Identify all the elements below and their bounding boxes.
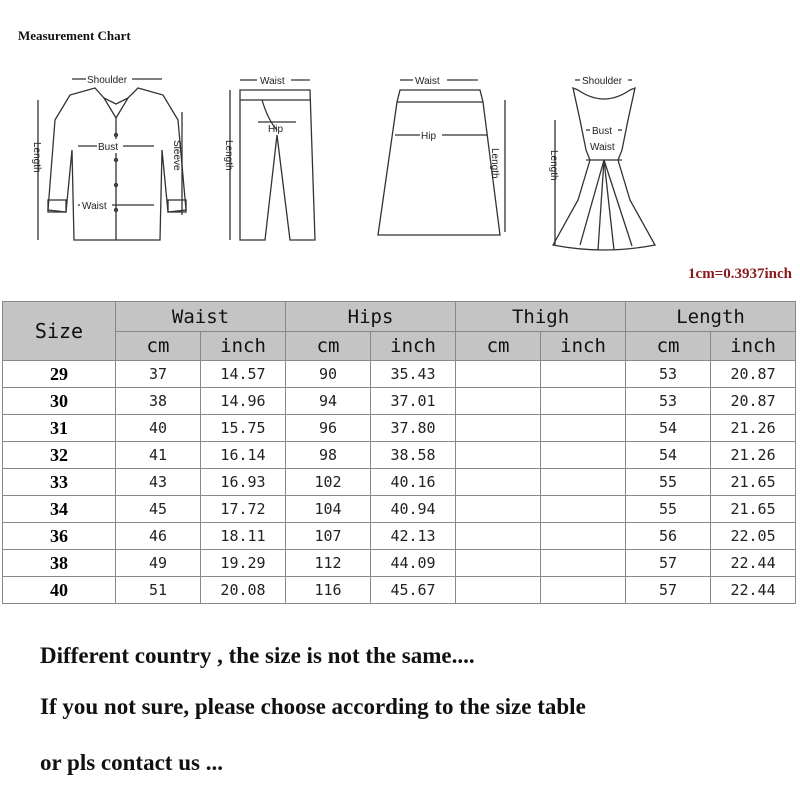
- size-value: 32: [3, 442, 116, 469]
- measurement-cell: [541, 523, 626, 550]
- unit-conversion-note: 1cm=0.3937inch: [688, 266, 792, 282]
- measurement-cell: 55: [626, 496, 711, 523]
- size-value: 31: [3, 415, 116, 442]
- unit-header: cm: [626, 332, 711, 361]
- unit-header: cm: [456, 332, 541, 361]
- pants-waist-label: Waist: [260, 76, 285, 87]
- measurement-cell: 54: [626, 415, 711, 442]
- measurement-cell: 20.87: [711, 388, 796, 415]
- measurement-cell: 112: [286, 550, 371, 577]
- measurement-cell: 19.29: [201, 550, 286, 577]
- measurement-cell: [541, 469, 626, 496]
- unit-header: inch: [541, 332, 626, 361]
- measurement-cell: 22.44: [711, 550, 796, 577]
- note-contact-us: or pls contact us ...: [40, 750, 223, 775]
- measurement-cell: 44.09: [371, 550, 456, 577]
- size-header: Size: [3, 302, 116, 361]
- dress-diagram: [548, 73, 655, 250]
- measurement-cell: 37.01: [371, 388, 456, 415]
- measurement-cell: 16.14: [201, 442, 286, 469]
- measurement-cell: [456, 415, 541, 442]
- measurement-cell: [541, 388, 626, 415]
- measurement-cell: 51: [116, 577, 201, 604]
- measurement-cell: 107: [286, 523, 371, 550]
- skirt-waist-label: Waist: [415, 76, 440, 87]
- measurement-cell: 42.13: [371, 523, 456, 550]
- measurement-cell: 20.08: [201, 577, 286, 604]
- size-table: [2, 301, 796, 604]
- size-value: 34: [3, 496, 116, 523]
- measurement-cell: 40.94: [371, 496, 456, 523]
- measurement-cell: 102: [286, 469, 371, 496]
- measurement-cell: 54: [626, 442, 711, 469]
- measurement-cell: 40.16: [371, 469, 456, 496]
- measurement-cell: 57: [626, 550, 711, 577]
- waist-header: Waist: [116, 302, 286, 332]
- size-value: 33: [3, 469, 116, 496]
- table-row: [3, 523, 796, 550]
- measurement-cell: 21.26: [711, 442, 796, 469]
- shirt-waist-label: Waist: [82, 201, 107, 212]
- skirt-diagram: [378, 73, 505, 235]
- pants-diagram: [223, 73, 315, 240]
- measurement-cell: 46: [116, 523, 201, 550]
- measurement-cell: 21.65: [711, 469, 796, 496]
- measurement-cell: 55: [626, 469, 711, 496]
- thigh-header: Thigh: [456, 302, 626, 332]
- size-value: 30: [3, 388, 116, 415]
- measurement-cell: [541, 415, 626, 442]
- note-different-country: Different country , the size is not the same....: [40, 643, 475, 668]
- measurement-cell: 96: [286, 415, 371, 442]
- measurement-cell: 53: [626, 388, 711, 415]
- measurement-cell: 16.93: [201, 469, 286, 496]
- size-value: 36: [3, 523, 116, 550]
- table-row: [3, 496, 796, 523]
- measurement-cell: 38: [116, 388, 201, 415]
- measurement-cell: [456, 388, 541, 415]
- shirt-diagram: [31, 72, 186, 240]
- measurement-cell: 90: [286, 361, 371, 388]
- measurement-cell: [456, 469, 541, 496]
- page-title: Measurement Chart: [18, 28, 131, 43]
- measurement-cell: [456, 523, 541, 550]
- measurement-cell: [541, 496, 626, 523]
- measurement-cell: 37.80: [371, 415, 456, 442]
- measurement-cell: [456, 496, 541, 523]
- measurement-cell: 56: [626, 523, 711, 550]
- table-row: [3, 442, 796, 469]
- garment-illustrations: [0, 60, 800, 260]
- measurement-cell: 104: [286, 496, 371, 523]
- measurement-cell: 20.87: [711, 361, 796, 388]
- size-value: 29: [3, 361, 116, 388]
- measurement-cell: [456, 361, 541, 388]
- skirt-length-label: Length: [489, 148, 500, 179]
- unit-header: inch: [371, 332, 456, 361]
- table-row: [3, 388, 796, 415]
- measurement-cell: 116: [286, 577, 371, 604]
- measurement-cell: 45: [116, 496, 201, 523]
- unit-header: cm: [286, 332, 371, 361]
- measurement-cell: [456, 550, 541, 577]
- measurement-cell: 40: [116, 415, 201, 442]
- measurement-cell: 14.96: [201, 388, 286, 415]
- measurement-cell: 38.58: [371, 442, 456, 469]
- measurement-cell: 17.72: [201, 496, 286, 523]
- shirt-sleeve-label: Sleeve: [171, 140, 182, 171]
- table-row: [3, 415, 796, 442]
- measurement-cell: [456, 442, 541, 469]
- table-row: [3, 361, 796, 388]
- measurement-cell: 22.44: [711, 577, 796, 604]
- pants-hip-label: Hip: [268, 124, 284, 135]
- measurement-cell: 37: [116, 361, 201, 388]
- dress-waist-label: Waist: [590, 142, 615, 153]
- measurement-cell: 18.11: [201, 523, 286, 550]
- measurement-cell: 43: [116, 469, 201, 496]
- measurement-cell: 21.26: [711, 415, 796, 442]
- unit-header: cm: [116, 332, 201, 361]
- measurement-cell: 22.05: [711, 523, 796, 550]
- measurement-cell: 35.43: [371, 361, 456, 388]
- dress-length-label: Length: [548, 150, 559, 181]
- table-row: [3, 550, 796, 577]
- table-row: [3, 469, 796, 496]
- unit-header: inch: [201, 332, 286, 361]
- measurement-cell: 45.67: [371, 577, 456, 604]
- unit-header: inch: [711, 332, 796, 361]
- measurement-cell: 21.65: [711, 496, 796, 523]
- measurement-cell: 49: [116, 550, 201, 577]
- shirt-length-label: Length: [31, 142, 42, 173]
- measurement-cell: 14.57: [201, 361, 286, 388]
- measurement-cell: [541, 577, 626, 604]
- dress-bust-label: Bust: [592, 126, 613, 137]
- size-value: 40: [3, 577, 116, 604]
- dress-shoulder-label: Shoulder: [582, 76, 623, 87]
- measurement-cell: 53: [626, 361, 711, 388]
- measurement-cell: [541, 442, 626, 469]
- measurement-cell: [541, 550, 626, 577]
- shirt-shoulder-label: Shoulder: [87, 75, 128, 86]
- measurement-cell: 15.75: [201, 415, 286, 442]
- size-table-body: [3, 361, 796, 604]
- length-header: Length: [626, 302, 796, 332]
- measurement-cell: 41: [116, 442, 201, 469]
- measurement-cell: 98: [286, 442, 371, 469]
- table-row: [3, 577, 796, 604]
- measurement-cell: 57: [626, 577, 711, 604]
- skirt-hip-label: Hip: [421, 131, 437, 142]
- measurement-cell: [456, 577, 541, 604]
- shirt-bust-label: Bust: [98, 142, 119, 153]
- note-choose-size: If you not sure, please choose according to the size table: [40, 694, 586, 719]
- measurement-cell: [541, 361, 626, 388]
- size-value: 38: [3, 550, 116, 577]
- pants-length-label: Length: [223, 140, 234, 171]
- hips-header: Hips: [286, 302, 456, 332]
- measurement-cell: 94: [286, 388, 371, 415]
